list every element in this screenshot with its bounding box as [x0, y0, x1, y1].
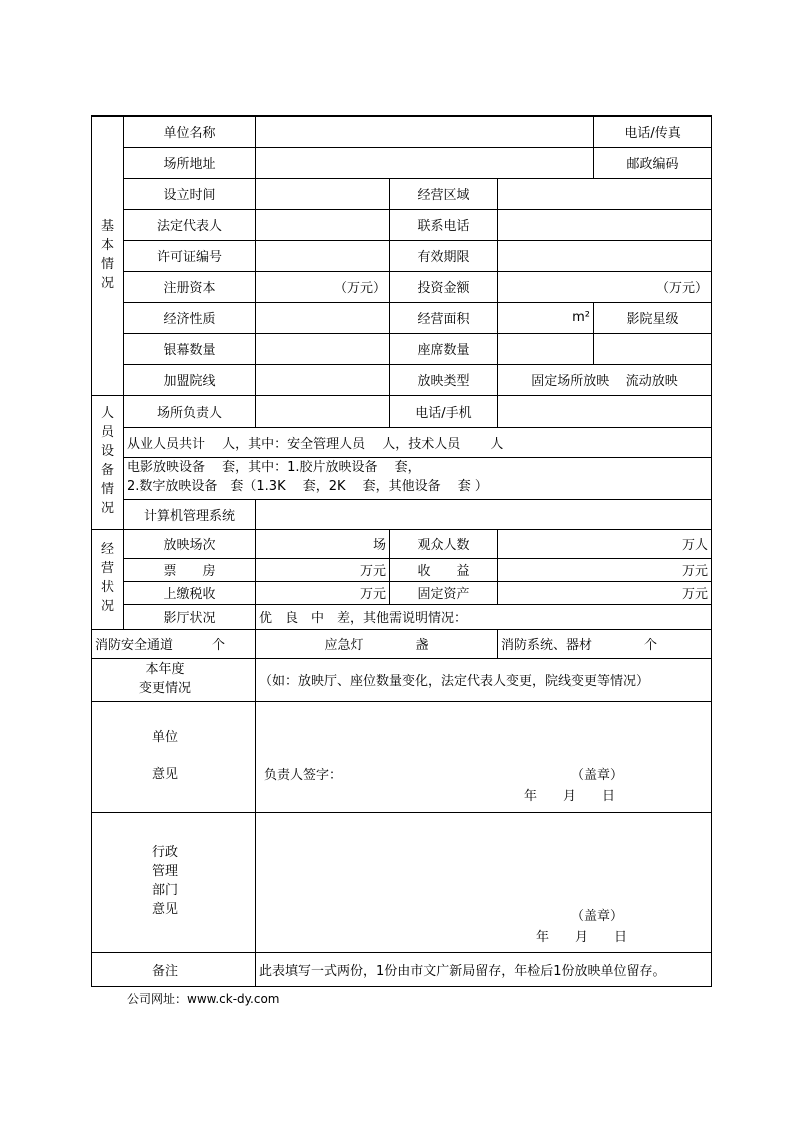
option-mobile-screening[interactable]: 流动放映: [625, 374, 678, 389]
label-region: 经营区域: [390, 178, 498, 209]
label-screening-type: 放映类型: [390, 364, 498, 395]
label-investment: 投资金额: [390, 271, 498, 302]
field-seats-extra[interactable]: [594, 333, 712, 364]
label-established: 设立时间: [124, 178, 256, 209]
label-unit-opinion: 单位 意见: [92, 701, 256, 812]
field-screening-type[interactable]: [498, 364, 712, 395]
section-basic-info: 基 本 情 况: [92, 116, 124, 395]
field-tax[interactable]: 万元: [256, 581, 390, 604]
label-audience: 观众人数: [390, 529, 498, 558]
label-screens: 银幕数量: [124, 333, 256, 364]
label-changes: 本年度 变更情况: [92, 658, 256, 701]
field-reg-capital[interactable]: （万元）: [256, 271, 390, 302]
label-hall-status: 影厅状况: [124, 604, 256, 629]
equipment-line-1: 电影放映设备 套，其中：1.胶片放映设备 套，: [127, 460, 421, 476]
label-seats: 座席数量: [390, 333, 498, 364]
equipment-row[interactable]: [124, 457, 712, 499]
equipment-line-2: 2.数字放映设备 套（1.3K 套，2K 套，其他设备 套 ）: [127, 479, 488, 494]
label-screenings: 放映场次: [124, 529, 256, 558]
field-hall-status[interactable]: 优 良 中 差，其他需说明情况：: [256, 604, 712, 629]
label-cinema-star: 影院星级: [594, 302, 712, 333]
field-manager[interactable]: [256, 395, 390, 427]
fire-systems[interactable]: 消防系统、器材 个: [498, 629, 712, 658]
label-fixed-assets: 固定资产: [390, 581, 498, 604]
field-box-office[interactable]: 万元: [256, 558, 390, 581]
remarks-text: 此表填写一式两份，1份由市文广新局留存，年检后1份放映单位留存。: [256, 952, 712, 986]
field-fixed-assets[interactable]: 万元: [498, 581, 712, 604]
field-legal-rep[interactable]: [256, 209, 390, 240]
label-remarks: 备注: [92, 952, 256, 986]
field-unit-name[interactable]: [256, 116, 594, 147]
field-valid-period[interactable]: [498, 240, 712, 271]
field-admin-opinion[interactable]: [256, 812, 712, 952]
label-legal-rep: 法定代表人: [124, 209, 256, 240]
field-chain[interactable]: [256, 364, 390, 395]
label-revenue: 收 益: [390, 558, 498, 581]
label-license-no: 许可证编号: [124, 240, 256, 271]
label-box-office: 票 房: [124, 558, 256, 581]
label-admin-opinion: 行政 管理 部门 意见: [92, 812, 256, 952]
section-operation-status: 经 营 状 况: [92, 529, 124, 629]
admin-seal: （盖章）: [571, 908, 624, 924]
cinema-annual-inspection-form: [91, 115, 712, 987]
field-area[interactable]: m²: [498, 302, 594, 333]
label-phone-mobile: 电话/手机: [390, 395, 498, 427]
admin-date: 年 月 日: [536, 929, 628, 945]
field-contact-phone[interactable]: [498, 209, 712, 240]
field-audience[interactable]: 万人: [498, 529, 712, 558]
label-area: 经营面积: [390, 302, 498, 333]
field-established[interactable]: [256, 178, 390, 209]
emergency-lights[interactable]: 应急灯 盏: [256, 629, 498, 658]
label-economic-nature: 经济性质: [124, 302, 256, 333]
field-region[interactable]: [498, 178, 712, 209]
field-computer-system[interactable]: [256, 499, 712, 529]
fire-exits[interactable]: 消防安全通道 个: [92, 629, 256, 658]
label-manager: 场所负责人: [124, 395, 256, 427]
field-investment[interactable]: （万元）: [498, 271, 712, 302]
option-fixed-screening[interactable]: 固定场所放映: [531, 374, 610, 389]
field-address[interactable]: [256, 147, 594, 178]
field-license-no[interactable]: [256, 240, 390, 271]
label-chain: 加盟院线: [124, 364, 256, 395]
company-website: 公司网址：www.ck-dy.com: [127, 992, 280, 1006]
field-revenue[interactable]: 万元: [498, 558, 712, 581]
label-tax: 上缴税收: [124, 581, 256, 604]
label-valid-period: 有效期限: [390, 240, 498, 271]
field-seats[interactable]: [498, 333, 594, 364]
employees-row[interactable]: 从业人员共计 人，其中：安全管理人员 人，技术人员 人: [124, 427, 712, 457]
field-economic-nature[interactable]: [256, 302, 390, 333]
label-reg-capital: 注册资本: [124, 271, 256, 302]
label-phone-fax: 电话/传真: [594, 116, 712, 147]
label-unit-name: 单位名称: [124, 116, 256, 147]
unit-date: 年 月 日: [524, 788, 616, 804]
field-unit-opinion[interactable]: [256, 701, 712, 812]
section-staff-equipment: 人 员 设 备 情 况: [92, 395, 124, 529]
signature-label: 负责人签字：: [264, 767, 343, 783]
label-address: 场所地址: [124, 147, 256, 178]
unit-seal: （盖章）: [571, 767, 624, 783]
field-screens[interactable]: [256, 333, 390, 364]
label-postcode: 邮政编码: [594, 147, 712, 178]
label-contact-phone: 联系电话: [390, 209, 498, 240]
field-phone-mobile[interactable]: [498, 395, 712, 427]
label-computer-system: 计算机管理系统: [124, 499, 256, 529]
field-changes[interactable]: （如：放映厅、座位数量变化，法定代表人变更，院线变更等情况）: [256, 658, 712, 701]
field-screenings[interactable]: 场: [256, 529, 390, 558]
